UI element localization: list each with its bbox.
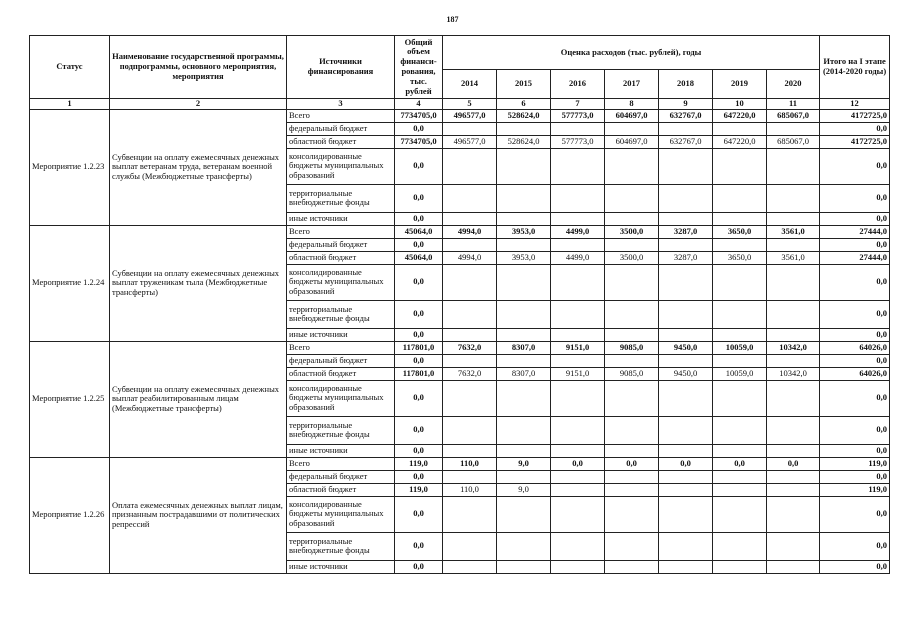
year-amount [443,380,497,416]
year-amount [713,122,767,135]
year-amount [605,212,659,225]
year-amount [605,238,659,251]
total-amount: 0,0 [395,496,443,532]
funding-source: федеральный бюджет [287,238,395,251]
itog-amount: 4172725,0 [820,135,890,148]
year-amount [605,483,659,496]
itog-amount: 0,0 [820,184,890,212]
year-amount [551,354,605,367]
year-amount: 9085,0 [605,367,659,380]
total-amount: 0,0 [395,380,443,416]
itog-amount: 27444,0 [820,225,890,238]
year-amount [713,148,767,184]
year-amount [605,122,659,135]
year-amount [713,184,767,212]
year-amount [713,483,767,496]
year-amount [767,264,820,300]
column-numbers-row [30,99,890,110]
year-amount [659,328,713,341]
year-amount [605,380,659,416]
year-amount [713,532,767,560]
year-amount: 3650,0 [713,225,767,238]
itog-amount: 0,0 [820,354,890,367]
year-amount [659,122,713,135]
itog-amount: 0,0 [820,264,890,300]
funding-source: иные источники [287,444,395,457]
year-amount: 647220,0 [713,135,767,148]
funding-source: иные источники [287,560,395,573]
header-status: Статус [30,36,110,99]
year-amount [659,560,713,573]
itog-amount: 0,0 [820,122,890,135]
total-amount: 0,0 [395,238,443,251]
year-amount [443,328,497,341]
funding-source: областной бюджет [287,483,395,496]
year-amount [659,496,713,532]
funding-source: иные источники [287,212,395,225]
total-amount: 45064,0 [395,225,443,238]
year-amount: 9450,0 [659,367,713,380]
year-amount [767,416,820,444]
year-amount: 3953,0 [497,225,551,238]
year-amount [605,328,659,341]
year-amount [659,264,713,300]
year-amount [713,264,767,300]
year-amount: 8307,0 [497,367,551,380]
funding-source: иные источники [287,328,395,341]
itog-amount: 0,0 [820,380,890,416]
year-amount [659,444,713,457]
event-status: Мероприятие 1.2.25 [30,341,110,457]
year-amount: 9085,0 [605,341,659,354]
year-amount [713,328,767,341]
column-number: 12 [820,99,890,110]
year-amount [659,483,713,496]
itog-amount: 64026,0 [820,341,890,354]
year-amount: 0,0 [551,457,605,470]
funding-source: территориальные внебюджетные фонды [287,532,395,560]
total-amount: 0,0 [395,354,443,367]
header-row [30,36,890,70]
column-number: 8 [605,99,659,110]
year-amount [659,416,713,444]
year-amount [551,496,605,532]
event-name: Субвенции на оплату ежемесячных денежных выплат ветеранам труда, ветеранам военной службы (Межбюджетные трансферты) [110,109,287,225]
year-amount [659,148,713,184]
year-amount [443,416,497,444]
year-amount: 577773,0 [551,109,605,122]
funding-source: консолидированные бюджеты муниципальных образований [287,264,395,300]
year-amount: 3953,0 [497,251,551,264]
header-year: 2018 [659,70,713,99]
year-amount: 3287,0 [659,225,713,238]
year-amount [767,328,820,341]
year-amount: 9,0 [497,483,551,496]
year-amount [605,470,659,483]
column-number: 10 [713,99,767,110]
year-amount: 4499,0 [551,251,605,264]
year-amount [443,212,497,225]
year-amount [551,328,605,341]
year-amount [551,212,605,225]
year-amount: 9151,0 [551,341,605,354]
year-amount: 110,0 [443,457,497,470]
total-amount: 0,0 [395,300,443,328]
year-amount [497,380,551,416]
year-amount [497,416,551,444]
total-amount: 45064,0 [395,251,443,264]
itog-amount: 0,0 [820,470,890,483]
year-amount [713,380,767,416]
table-row [30,225,890,238]
year-amount [767,300,820,328]
funding-source: федеральный бюджет [287,354,395,367]
year-amount [497,328,551,341]
year-amount: 528624,0 [497,135,551,148]
year-amount [767,444,820,457]
year-amount [767,532,820,560]
year-amount [767,184,820,212]
header-year: 2016 [551,70,605,99]
event-status: Мероприятие 1.2.26 [30,457,110,573]
year-amount [551,532,605,560]
year-amount [551,238,605,251]
itog-amount: 27444,0 [820,251,890,264]
total-amount: 117801,0 [395,367,443,380]
year-amount: 9450,0 [659,341,713,354]
total-amount: 0,0 [395,444,443,457]
year-amount [605,300,659,328]
itog-amount: 0,0 [820,416,890,444]
header-year: 2015 [497,70,551,99]
year-amount: 632767,0 [659,109,713,122]
year-amount [497,532,551,560]
header-name: Наименование государственной программы, подпрограммы, основного мероприятия, мероприятия [110,36,287,99]
total-amount: 0,0 [395,328,443,341]
column-number: 9 [659,99,713,110]
funding-source: консолидированные бюджеты муниципальных образований [287,148,395,184]
funding-source: федеральный бюджет [287,470,395,483]
year-amount [551,264,605,300]
table-row [30,457,890,470]
funding-source: консолидированные бюджеты муниципальных образований [287,496,395,532]
year-amount [551,122,605,135]
column-number: 6 [497,99,551,110]
year-amount [713,354,767,367]
itog-amount: 4172725,0 [820,109,890,122]
year-amount: 0,0 [659,457,713,470]
year-amount [497,444,551,457]
table-row [30,341,890,354]
funding-source: консолидированные бюджеты муниципальных образований [287,380,395,416]
year-amount [605,496,659,532]
event-name: Оплата ежемесячных денежных выплат лицам, признанным пострадавшими от политических репрессий [110,457,287,573]
year-amount [443,532,497,560]
year-amount [497,184,551,212]
year-amount [443,444,497,457]
itog-amount: 0,0 [820,148,890,184]
year-amount [497,238,551,251]
year-amount: 3500,0 [605,225,659,238]
year-amount [443,184,497,212]
year-amount [497,122,551,135]
total-amount: 0,0 [395,212,443,225]
year-amount: 577773,0 [551,135,605,148]
year-amount [551,380,605,416]
itog-amount: 0,0 [820,532,890,560]
year-amount: 0,0 [713,457,767,470]
year-amount [443,470,497,483]
year-amount: 3287,0 [659,251,713,264]
year-amount [497,496,551,532]
total-amount: 0,0 [395,560,443,573]
itog-amount: 0,0 [820,496,890,532]
total-amount: 0,0 [395,148,443,184]
year-amount: 9151,0 [551,367,605,380]
year-amount: 3561,0 [767,251,820,264]
year-amount [767,560,820,573]
funding-source: Всего [287,341,395,354]
year-amount [605,560,659,573]
year-amount [605,416,659,444]
year-amount [551,470,605,483]
year-amount [443,300,497,328]
year-amount [713,416,767,444]
year-amount: 10342,0 [767,341,820,354]
year-amount: 3561,0 [767,225,820,238]
itog-amount: 119,0 [820,457,890,470]
year-amount [497,470,551,483]
event-name: Субвенции на оплату ежемесячных денежных выплат реабилитированным лицам (Межбюджетные трансферты) [110,341,287,457]
year-amount [443,122,497,135]
funding-source: Всего [287,109,395,122]
itog-amount: 119,0 [820,483,890,496]
year-amount: 4499,0 [551,225,605,238]
itog-amount: 0,0 [820,300,890,328]
year-amount [605,264,659,300]
year-amount [443,354,497,367]
header-year: 2017 [605,70,659,99]
year-amount [443,148,497,184]
header-year: 2014 [443,70,497,99]
year-amount [659,300,713,328]
funding-source: территориальные внебюджетные фонды [287,300,395,328]
year-amount [659,380,713,416]
column-number: 11 [767,99,820,110]
year-amount [713,560,767,573]
year-amount: 604697,0 [605,109,659,122]
total-amount: 7734705,0 [395,109,443,122]
total-amount: 117801,0 [395,341,443,354]
total-amount: 0,0 [395,470,443,483]
year-amount: 10059,0 [713,341,767,354]
itog-amount: 0,0 [820,238,890,251]
header-sources: Источники финансирования [287,36,395,99]
year-amount [443,264,497,300]
funding-source: Всего [287,457,395,470]
year-amount: 7632,0 [443,367,497,380]
event-status: Мероприятие 1.2.24 [30,225,110,341]
year-amount [767,470,820,483]
year-amount: 496577,0 [443,109,497,122]
total-amount: 0,0 [395,532,443,560]
column-number: 4 [395,99,443,110]
year-amount [605,148,659,184]
total-amount: 119,0 [395,483,443,496]
year-amount [659,470,713,483]
table-body [30,36,890,574]
year-amount: 10342,0 [767,367,820,380]
funding-source: областной бюджет [287,135,395,148]
total-amount: 7734705,0 [395,135,443,148]
funding-source: федеральный бюджет [287,122,395,135]
year-amount: 685067,0 [767,109,820,122]
itog-amount: 0,0 [820,444,890,457]
year-amount [497,212,551,225]
total-amount: 0,0 [395,184,443,212]
year-amount [551,148,605,184]
header-year: 2019 [713,70,767,99]
column-number: 5 [443,99,497,110]
year-amount [713,238,767,251]
year-amount: 110,0 [443,483,497,496]
event-status: Мероприятие 1.2.23 [30,109,110,225]
year-amount [497,560,551,573]
itog-amount: 64026,0 [820,367,890,380]
funding-source: Всего [287,225,395,238]
itog-amount: 0,0 [820,328,890,341]
year-amount [551,444,605,457]
year-amount: 496577,0 [443,135,497,148]
table-row [30,109,890,122]
header-itog: Итого на I этапе (2014-2020 годы) [820,36,890,99]
year-amount: 685067,0 [767,135,820,148]
year-amount [551,416,605,444]
year-amount [767,212,820,225]
year-amount [767,238,820,251]
year-amount [551,300,605,328]
year-amount [551,184,605,212]
funding-source: областной бюджет [287,251,395,264]
year-amount [713,496,767,532]
year-amount: 3650,0 [713,251,767,264]
year-amount [443,560,497,573]
year-amount [443,238,497,251]
year-amount [713,212,767,225]
header-total: Общий объем финанси-рования, тыс. рублей [395,36,443,99]
year-amount: 0,0 [605,457,659,470]
column-number: 3 [287,99,395,110]
year-amount [659,212,713,225]
year-amount: 10059,0 [713,367,767,380]
budget-table [29,35,890,574]
year-amount [605,444,659,457]
year-amount [605,532,659,560]
year-amount: 604697,0 [605,135,659,148]
year-amount: 3500,0 [605,251,659,264]
year-amount [767,148,820,184]
year-amount: 4994,0 [443,225,497,238]
year-amount: 647220,0 [713,109,767,122]
year-amount: 9,0 [497,457,551,470]
year-amount [551,483,605,496]
funding-source: территориальные внебюджетные фонды [287,184,395,212]
column-number: 1 [30,99,110,110]
year-amount [659,532,713,560]
year-amount [659,354,713,367]
total-amount: 119,0 [395,457,443,470]
year-amount [497,300,551,328]
year-amount: 8307,0 [497,341,551,354]
header-year: 2020 [767,70,820,99]
year-amount [713,300,767,328]
year-amount [605,184,659,212]
year-amount [659,184,713,212]
year-amount [767,354,820,367]
year-amount [497,264,551,300]
year-amount [767,122,820,135]
year-amount [551,560,605,573]
year-amount: 632767,0 [659,135,713,148]
year-amount [713,470,767,483]
page-number: 187 [446,15,459,24]
year-amount [767,483,820,496]
year-amount: 528624,0 [497,109,551,122]
year-amount [497,148,551,184]
year-amount [713,444,767,457]
funding-source: областной бюджет [287,367,395,380]
total-amount: 0,0 [395,416,443,444]
year-amount [659,238,713,251]
year-amount [767,380,820,416]
year-amount [605,354,659,367]
year-amount [497,354,551,367]
year-amount: 0,0 [767,457,820,470]
year-amount [443,496,497,532]
header-estimate: Оценка расходов (тыс. рублей), годы [443,36,820,70]
column-number: 7 [551,99,605,110]
year-amount [767,496,820,532]
year-amount: 4994,0 [443,251,497,264]
event-name: Субвенции на оплату ежемесячных денежных выплат труженикам тыла (Межбюджетные трансферты) [110,225,287,341]
column-number: 2 [110,99,287,110]
year-amount: 7632,0 [443,341,497,354]
total-amount: 0,0 [395,264,443,300]
itog-amount: 0,0 [820,212,890,225]
total-amount: 0,0 [395,122,443,135]
itog-amount: 0,0 [820,560,890,573]
funding-source: территориальные внебюджетные фонды [287,416,395,444]
